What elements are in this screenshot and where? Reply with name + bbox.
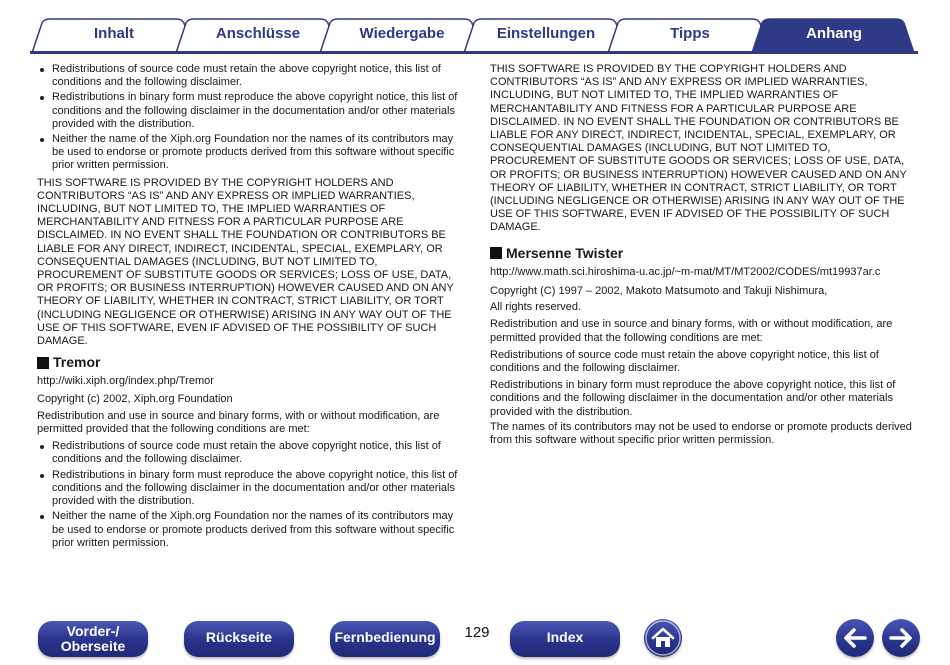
mersenne-condition-1: Redistributions of source code must retain the above copyright notice, this list of conditions and the following disclaimer. bbox=[490, 348, 879, 375]
arrow-right-icon bbox=[882, 619, 920, 657]
list-item: Redistributions of source code must retain the above copyright notice, this list of conditions and the following disclaimer. bbox=[37, 63, 465, 89]
mersenne-intro: Redistribution and use in source and binary forms, with or without modification, are permitted provided that the following conditions are met: bbox=[490, 318, 893, 344]
tremor-copyright: Copyright (c) 2002, Xiph.org Foundation bbox=[37, 392, 233, 405]
tab-einstellungen[interactable]: Einstellungen bbox=[496, 25, 596, 42]
mersenne-url: http://www.math.sci.hiroshima-u.ac.jp/~m-mat/MT/MT2002/CODES/mt19937ar.c bbox=[490, 265, 881, 278]
rear-button[interactable] bbox=[184, 621, 294, 657]
list-item: Redistributions in binary form must reproduce the above copyright notice, this list of conditions and the following disclaimer in the documentation and/or other materials provided with the distribution. bbox=[37, 469, 465, 509]
square-bullet-icon bbox=[37, 357, 49, 369]
list-item: Neither the name of the Xiph.org Foundation nor the names of its contributors may be used to endorse or promote products derived from this software without specific prior written permission. bbox=[37, 510, 465, 550]
right-column bbox=[490, 63, 918, 451]
tremor-url: http://wiki.xiph.org/index.php/Tremor bbox=[37, 375, 214, 388]
list-item: Redistributions in binary form must reproduce the above copyright notice, this list of conditions and the following disclaimer in the documentation and/or other materials provided with the distribution. bbox=[37, 91, 465, 131]
home-button[interactable] bbox=[644, 619, 682, 657]
index-button[interactable] bbox=[510, 621, 620, 657]
section-title: Tremor bbox=[53, 354, 101, 371]
tremor-conditions-list bbox=[37, 440, 465, 550]
button-label-line1: Vorder-/ bbox=[66, 623, 120, 639]
list-item: Redistributions of source code must retain the above copyright notice, this list of conditions and the following disclaimer. bbox=[37, 440, 465, 466]
warranty-disclaimer: THIS SOFTWARE IS PROVIDED BY THE COPYRIGHT HOLDERS AND CONTRIBUTORS “AS IS” AND ANY EXPRESS OR IMPLIED WARRANTIES, INCLUDING, BUT NOT LIMITED TO, THE IMPLIED WARRANTIES OF MERCHANTABILITY AND FITNESS FOR A PARTICULAR PURPOSE ARE DISCLAIMED. IN NO EVENT SHALL THE FOUNDATION OR CONTRIBUTORS BE LIABLE FOR ANY DIRECT, INDIRECT, INCIDENTAL, SPECIAL, EXEMPLARY, OR CONSEQUENTIAL DAMAGES (INCLUDING, BUT NOT LIMITED TO, PROCUREMENT OF SUBSTITUTE GOODS OR SERVICES; LOSS OF USE, DATA, OR PROFITS; OR BUSINESS INTERRUPTION) HOWEVER CAUSED AND ON ANY THEORY OF LIABILITY, WHETHER IN CONTRACT, STRICT LIABILITY, OR TORT (INCLUDING NEGLIGENCE OR OTHERWISE) ARISING IN ANY WAY OUT OF THE USE OF THIS SOFTWARE, EVEN IF ADVISED OF THE POSSIBILITY OF SUCH DAMAGE. bbox=[490, 63, 907, 234]
remote-button[interactable] bbox=[330, 621, 440, 657]
back-button[interactable] bbox=[836, 619, 874, 657]
mersenne-rights: All rights reserved. bbox=[490, 301, 582, 314]
square-bullet-icon bbox=[490, 247, 502, 259]
button-label-line2: Oberseite bbox=[60, 638, 126, 654]
mersenne-condition-2: Redistributions in binary form must reproduce the above copyright notice, this list of conditions and the following disclaimer in the documentation and/or other materials provided with the distribution. bbox=[490, 379, 896, 418]
tab-anhang[interactable]: Anhang bbox=[806, 25, 862, 42]
section-heading-tremor bbox=[37, 356, 465, 369]
tab-wiedergabe[interactable]: Wiedergabe bbox=[359, 25, 445, 42]
page-number: 129 bbox=[464, 624, 490, 641]
tab-anschluesse[interactable]: Anschlüsse bbox=[215, 25, 301, 42]
button-label: Rückseite bbox=[205, 629, 273, 645]
left-column bbox=[37, 63, 465, 554]
warranty-disclaimer: THIS SOFTWARE IS PROVIDED BY THE COPYRIGHT HOLDERS AND CONTRIBUTORS “AS IS” AND ANY EXPRESS OR IMPLIED WARRANTIES, INCLUDING, BUT NOT LIMITED TO, THE IMPLIED WARRANTIES OF MERCHANTABILITY AND FITNESS FOR A PARTICULAR PURPOSE ARE DISCLAIMED. IN NO EVENT SHALL THE FOUNDATION OR CONTRIBUTORS BE LIABLE FOR ANY DIRECT, INDIRECT, INCIDENTAL, SPECIAL, EXEMPLARY, OR CONSEQUENTIAL DAMAGES (INCLUDING, BUT NOT LIMITED TO, PROCUREMENT OF SUBSTITUTE GOODS OR SERVICES; LOSS OF USE, DATA, OR PROFITS; OR BUSINESS INTERRUPTION) HOWEVER CAUSED AND ON ANY THEORY OF LIABILITY, WHETHER IN CONTRACT, STRICT LIABILITY, OR TORT (INCLUDING NEGLIGENCE OR OTHERWISE) ARISING IN ANY WAY OUT OF THE USE OF THIS SOFTWARE, EVEN IF ADVISED OF THE POSSIBILITY OF SUCH DAMAGE. bbox=[37, 176, 454, 348]
tab-tipps[interactable]: Tipps bbox=[670, 25, 710, 42]
section-title: Mersenne Twister bbox=[506, 244, 624, 261]
mersenne-copyright: Copyright (C) 1997 – 2002, Makoto Matsumoto and Takuji Nishimura, bbox=[490, 285, 828, 298]
button-label: Fernbedienung bbox=[334, 629, 436, 645]
button-label: Index bbox=[546, 629, 584, 645]
forward-button[interactable] bbox=[882, 619, 920, 657]
arrow-left-icon bbox=[836, 619, 874, 657]
mersenne-condition-3: The names of its contributors may not be used to endorse or promote products derived from this software without specific prior written permission. bbox=[490, 420, 912, 447]
list-item: Neither the name of the Xiph.org Foundation nor the names of its contributors may be used to endorse or promote products derived from this software without specific prior written permission. bbox=[37, 133, 465, 173]
front-back-button[interactable] bbox=[38, 621, 148, 657]
section-heading-mersenne bbox=[490, 244, 918, 261]
tab-bar bbox=[30, 17, 918, 55]
home-icon bbox=[644, 619, 682, 657]
tremor-intro: Redistribution and use in source and binary forms, with or without modification, are permitted provided that the following conditions are met: bbox=[37, 409, 440, 436]
tab-inhalt[interactable]: Inhalt bbox=[94, 25, 134, 42]
license-conditions-list bbox=[37, 63, 465, 173]
